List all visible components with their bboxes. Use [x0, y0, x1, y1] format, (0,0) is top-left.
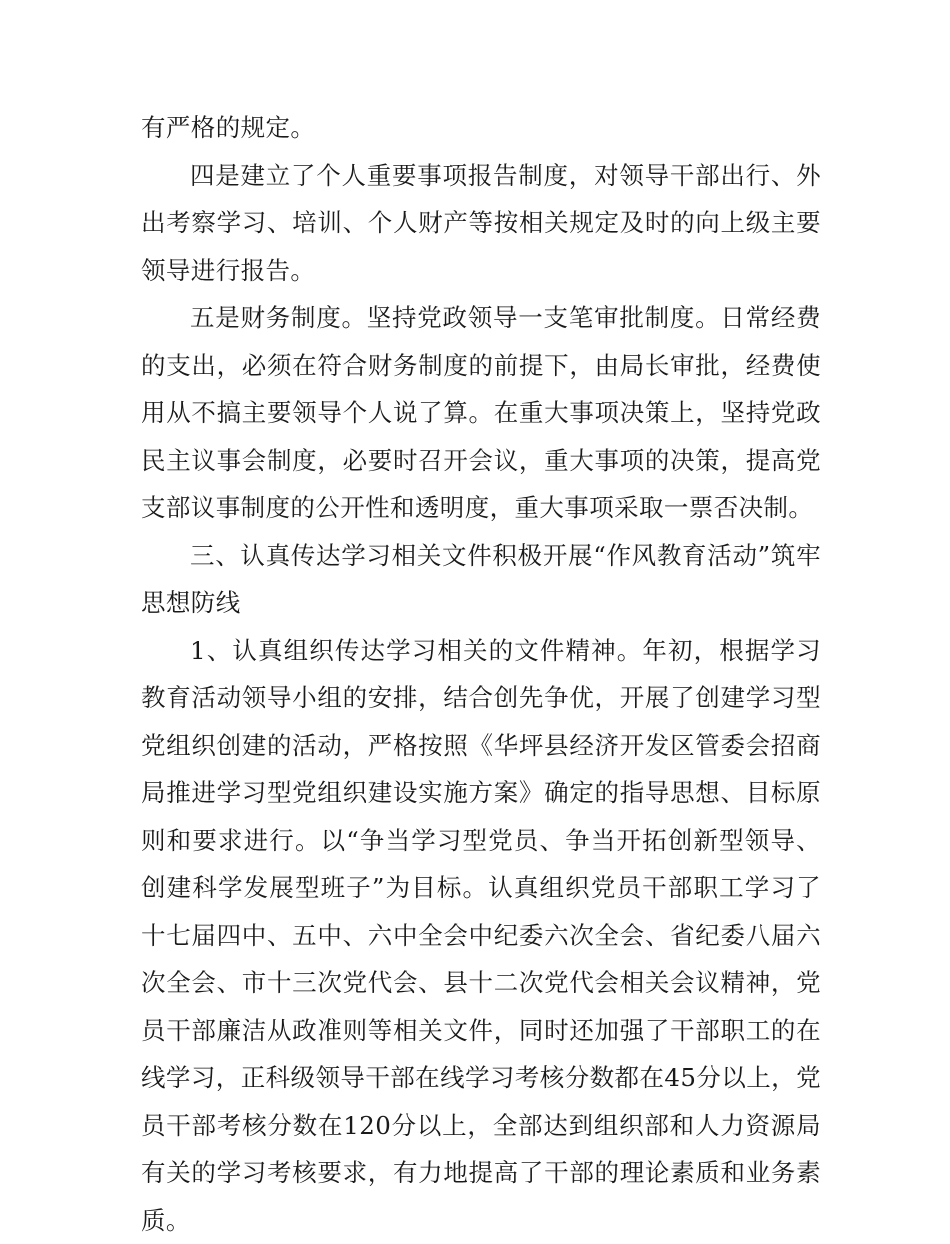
paragraph-3: 五是财务制度。坚持党政领导一支笔审批制度。日常经费的支出，必须在符合财务制度的前提下，由局长审批，经费使用从不搞主要领导个人说了算。在重大事项决策上，坚持党政民主议事会制度，必要时召开会议，重大事项的决策，提高党支部议事制度的公开性和透明度，重大事项采取一票否决制。 [141, 294, 821, 532]
paragraph-2: 四是建立了个人重要事项报告制度，对领导干部出行、外出考察学习、培训、个人财产等按相关规定及时的向上级主要领导进行报告。 [141, 152, 821, 295]
document-body [141, 104, 821, 1244]
section-heading: 三、认真传达学习相关文件积极开展“作风教育活动”筑牢思想防线 [141, 532, 821, 627]
paragraph-4: 1、认真组织传达学习相关的文件精神。年初，根据学习教育活动领导小组的安排，结合创先争优，开展了创建学习型党组织创建的活动，严格按照《华坪县经济开发区管委会招商局推进学习型党组织建设实施方案》确定的指导思想、目标原则和要求进行。以“争当学习型党员、争当开拓创新型领导、创建科学发展型班子”为目标。认真组织党员干部职工学习了十七届四中、五中、六中全会中纪委六次全会、省纪委八届六次全会、市十三次党代会、县十二次党代会相关会议精神，党员干部廉洁从政准则等相关文件，同时还加强了干部职工的在线学习，正科级领导干部在线学习考核分数都在45分以上，党员干部考核分数在120分以上，全部达到组织部和人力资源局有关的学习考核要求，有力地提高了干部的理论素质和业务素质。 [141, 627, 821, 1244]
paragraph-1: 有严格的规定。 [141, 104, 821, 152]
